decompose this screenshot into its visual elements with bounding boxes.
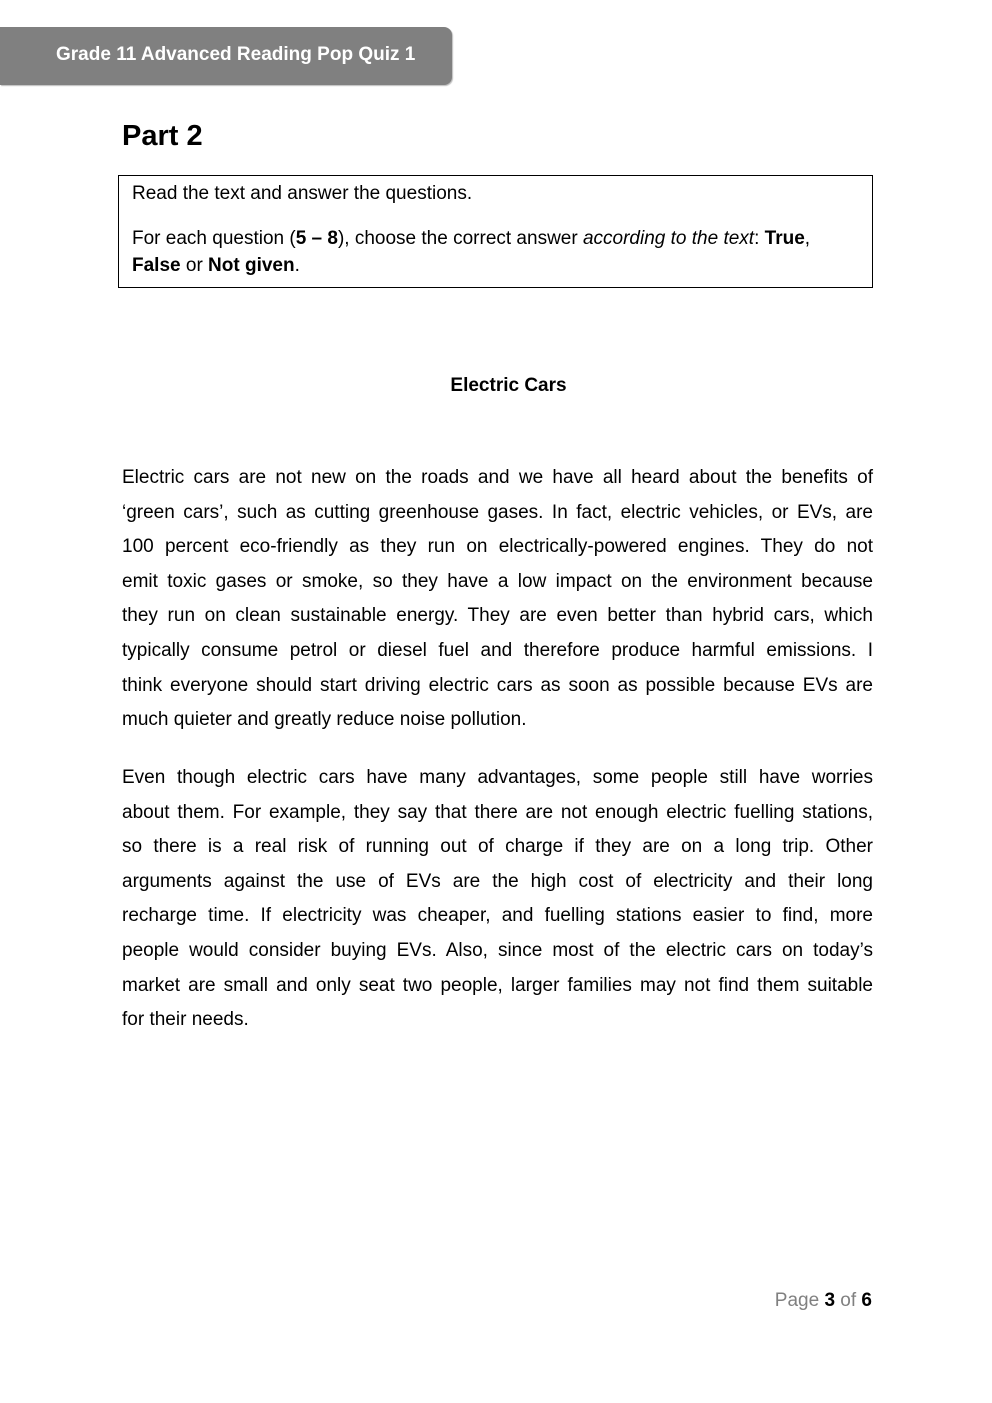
quiz-title: Grade 11 Advanced Reading Pop Quiz 1 xyxy=(56,44,416,65)
paragraph-line: so there is a real risk of running out of charge if they are on a long trip. Other xyxy=(122,836,873,858)
paragraph-line: for their needs. xyxy=(122,1009,249,1031)
part-title: Part 2 xyxy=(122,120,203,152)
paragraph-line: think everyone should start driving electric cars as soon as possible because EVs are xyxy=(122,674,873,696)
header-tab xyxy=(0,27,452,85)
article-title: Electric Cars xyxy=(450,375,567,396)
instructions-box xyxy=(118,175,873,288)
paragraph-line: Electric cars are not new on the roads and we have all heard about the benefits of xyxy=(122,467,873,488)
paragraph-line: they run on clean sustainable energy. They are even better than hybrid cars, which xyxy=(122,605,873,627)
page-number: Page 3 of 6 xyxy=(774,1290,872,1311)
instructions-line-2: For each question (5 – 8), choose the correct answer according to the text: True, False or Not given. xyxy=(132,228,811,276)
article-paragraph-1 xyxy=(122,461,873,738)
paragraph-line: people would consider buying EVs. Also, since most of the electric cars on today’s xyxy=(122,939,873,961)
paragraph-line: emit toxic gases or smoke, so they have a low impact on the environment because xyxy=(122,570,873,592)
paragraph-line: ‘green cars’, such as cutting greenhouse gases. In fact, electric vehicles, or EVs, are xyxy=(122,501,873,523)
paragraph-line: arguments against the use of EVs are the high cost of electricity and their long xyxy=(122,870,873,892)
paragraph-line: 100 percent eco-friendly as they run on electrically-powered engines. They do not xyxy=(122,536,873,558)
paragraph-line: market are small and only seat two people, larger families may not find them suitable xyxy=(122,974,873,996)
paragraph-line: Even though electric cars have many advantages, some people still have worries xyxy=(122,767,873,788)
paragraph-line: about them. For example, they say that there are not enough electric fuelling stations, xyxy=(122,801,873,823)
paragraph-line: much quieter and greatly reduce noise pollution. xyxy=(122,709,527,731)
article-paragraph-2 xyxy=(122,761,873,1038)
paragraph-line: recharge time. If electricity was cheaper, and fuelling stations easier to find, more xyxy=(122,905,873,927)
paragraph-line: typically consume petrol or diesel fuel and therefore produce harmful emissions. I xyxy=(122,639,873,661)
instructions-line-1: Read the text and answer the questions. xyxy=(132,183,473,204)
